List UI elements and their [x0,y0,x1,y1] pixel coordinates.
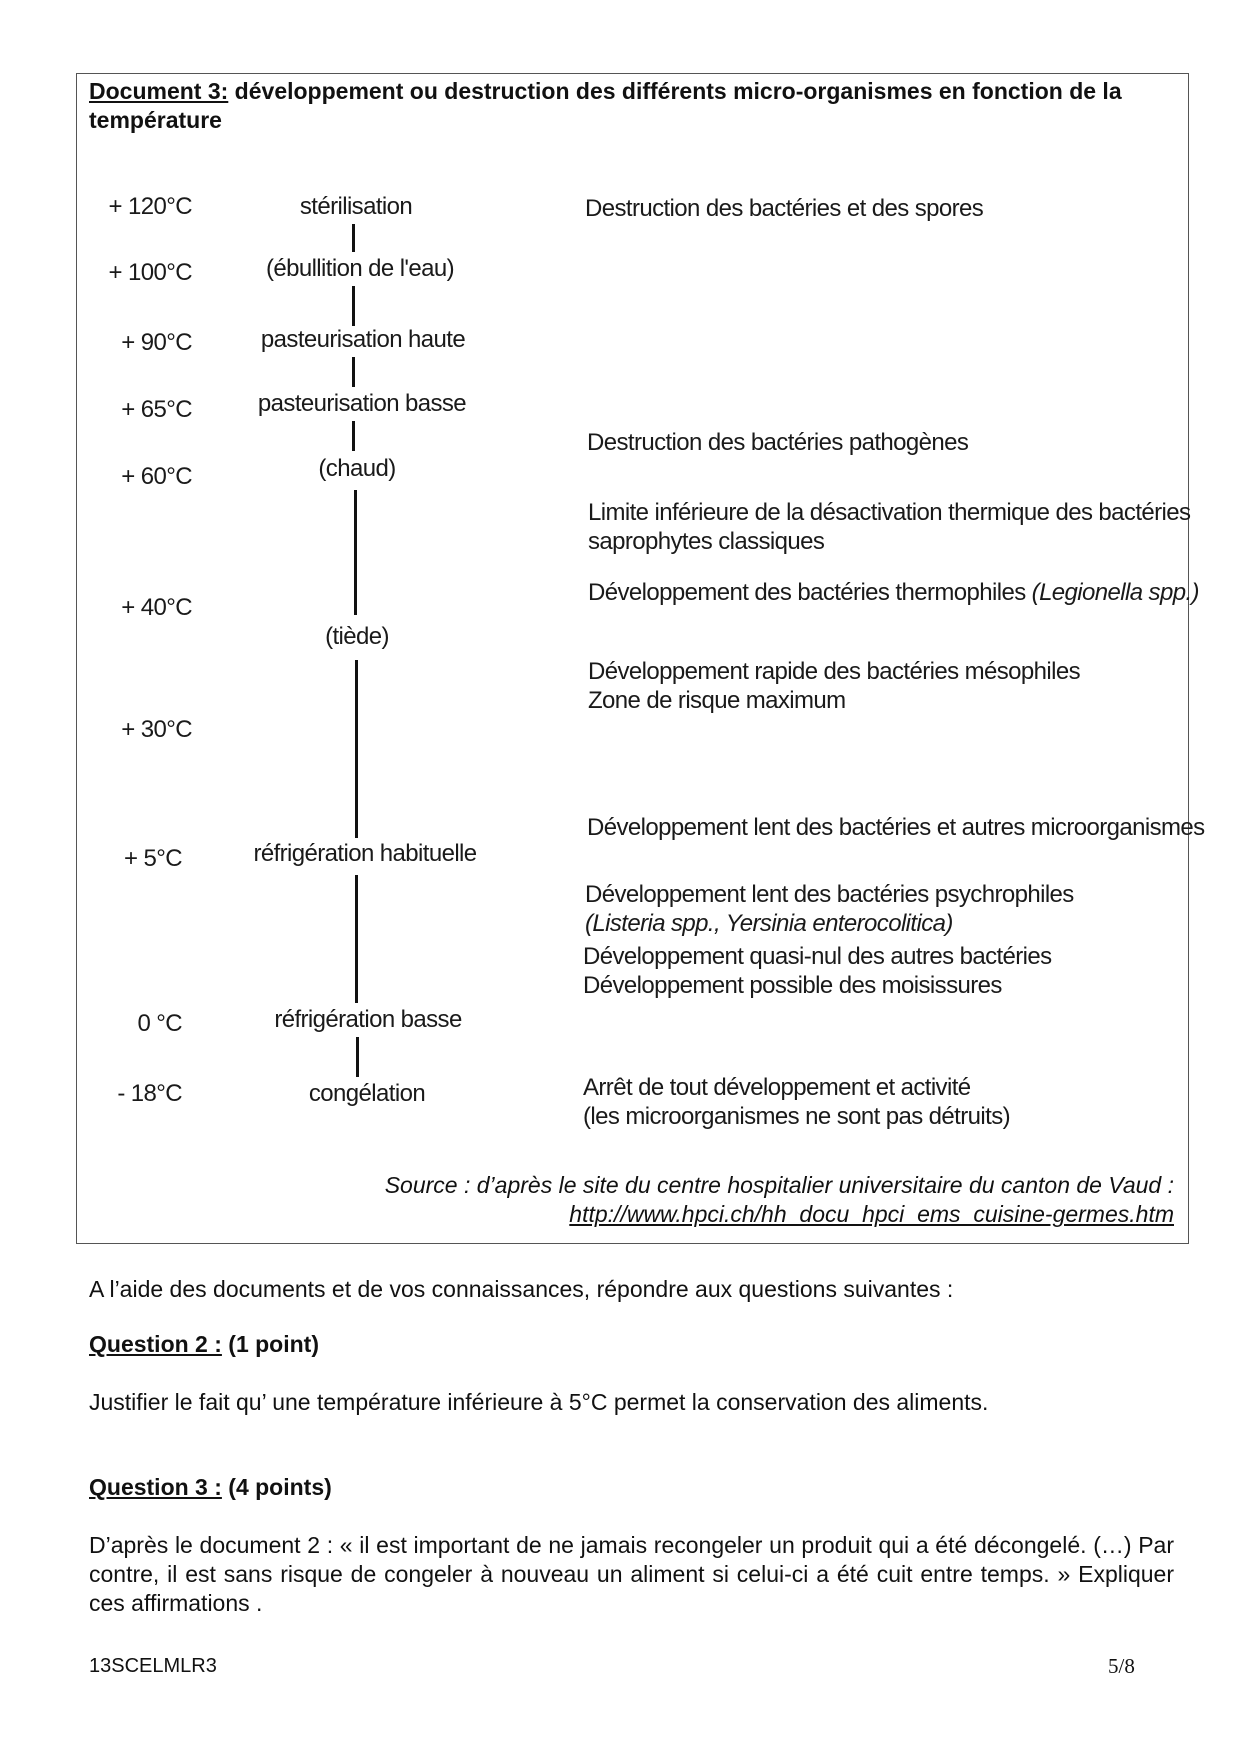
temp-0: 0 °C [137,1010,182,1037]
stage-refrigeration-habituelle: réfrigération habituelle [253,840,477,867]
question-3-heading [89,1474,332,1501]
connector-line [352,286,355,326]
source-link[interactable]: http://www.hpci.ch/hh_docu_hpci_ems_cuisine-germes.htm [569,1201,1174,1227]
stage-chaud: (chaud) [318,455,396,482]
effect-psychrophiles [585,880,1074,938]
question-2-label: Question 2 : [89,1331,222,1357]
question-3-text: D’après le document 2 : « il est important de ne jamais recongeler un produit qui a été décongelé. (…) Par contre, il est sans risque de congeler à nouveau un aliment si celui-ci a été cuit entre temps. » Expliquer ces affirmations . [89,1532,1174,1616]
effect-limite-line-1: Limite inférieure de la désactivation thermique des bactéries [588,499,1191,526]
temp-5: + 5°C [124,845,182,872]
effect-arret-line-2: (les microorganismes ne sont pas détruits) [583,1103,1010,1130]
temp-minus-18: - 18°C [117,1080,182,1107]
effect-arret-line-1: Arrêt de tout développement et activité [583,1074,971,1101]
question-2-heading [89,1331,319,1358]
stage-sterilisation: stérilisation [299,193,413,220]
temp-65: + 65°C [121,396,192,423]
effect-quasi-nul-line-1: Développement quasi-nul des autres bactéries [583,943,1052,970]
effect-mesophiles-line-2: Zone de risque maximum [588,687,846,714]
stage-pasteurisation-basse: pasteurisation basse [257,390,467,417]
connector-line [355,875,358,1003]
question-2-text: Justifier le fait qu’ une température inférieure à 5°C permet la conservation des aliments. [89,1389,989,1415]
effect-mesophiles-line-1: Développement rapide des bactéries mésophiles [588,658,1080,685]
connector-line [352,357,355,387]
effect-thermophiles [588,578,1199,607]
temp-40: + 40°C [121,594,192,621]
connector-line [355,660,358,838]
effect-quasi-nul [583,942,1052,1000]
effect-destruction-spores: Destruction des bactéries et des spores [585,195,984,222]
source-text: Source : d’après le site du centre hospitalier universitaire du canton de Vaud : [384,1172,1174,1198]
temp-100: + 100°C [108,259,192,286]
source-citation [385,1171,1174,1229]
stage-refrigeration-basse: réfrigération basse [274,1006,462,1033]
effect-limite-desactivation [588,498,1190,556]
document-3-title-text: développement ou destruction des différents micro-organismes en fonction de la température [89,78,1122,133]
intro-text: A l’aide des documents et de vos connaissances, répondre aux questions suivantes : [89,1276,954,1302]
effect-psychrophiles-line-2: (Listeria spp., Yersinia enterocolitica) [585,910,953,937]
effect-destruction-pathogenes: Destruction des bactéries pathogènes [587,429,969,456]
document-3-title [89,77,1169,135]
temp-30: + 30°C [121,716,192,743]
question-2-points: (1 point) [221,1331,319,1357]
effect-arret [583,1073,1010,1131]
effect-thermophiles-text: Développement des bactéries thermophiles [588,579,1032,606]
page-number: 5/8 [1108,1654,1135,1678]
question-3-points: (4 points) [221,1474,332,1500]
effect-psychrophiles-line-1: Développement lent des bactéries psychrophiles [585,881,1074,908]
document-3-label: Document 3: [89,78,229,104]
connector-line [352,421,355,451]
stage-congelation: congélation [308,1080,426,1107]
stage-pasteurisation-haute: pasteurisation haute [260,326,466,353]
connector-line [354,490,357,615]
effect-limite-line-2: saprophytes classiques [588,528,825,555]
footer-code: 13SCELMLR3 [89,1655,217,1677]
temp-60: + 60°C [121,463,192,490]
temp-90: + 90°C [121,329,192,356]
effect-quasi-nul-line-2: Développement possible des moisissures [583,972,1002,999]
effect-thermophiles-species: (Legionella spp.) [1031,579,1199,606]
temp-120: + 120°C [108,193,192,220]
connector-line [356,1037,359,1077]
effect-developpement-lent: Développement lent des bactéries et autres microorganismes [587,814,1205,841]
effect-mesophiles [588,657,1080,715]
stage-tiede: (tiède) [325,623,389,650]
stage-ebullition: (ébullition de l'eau) [265,255,455,282]
connector-line [352,224,355,252]
question-3-label: Question 3 : [89,1474,222,1500]
